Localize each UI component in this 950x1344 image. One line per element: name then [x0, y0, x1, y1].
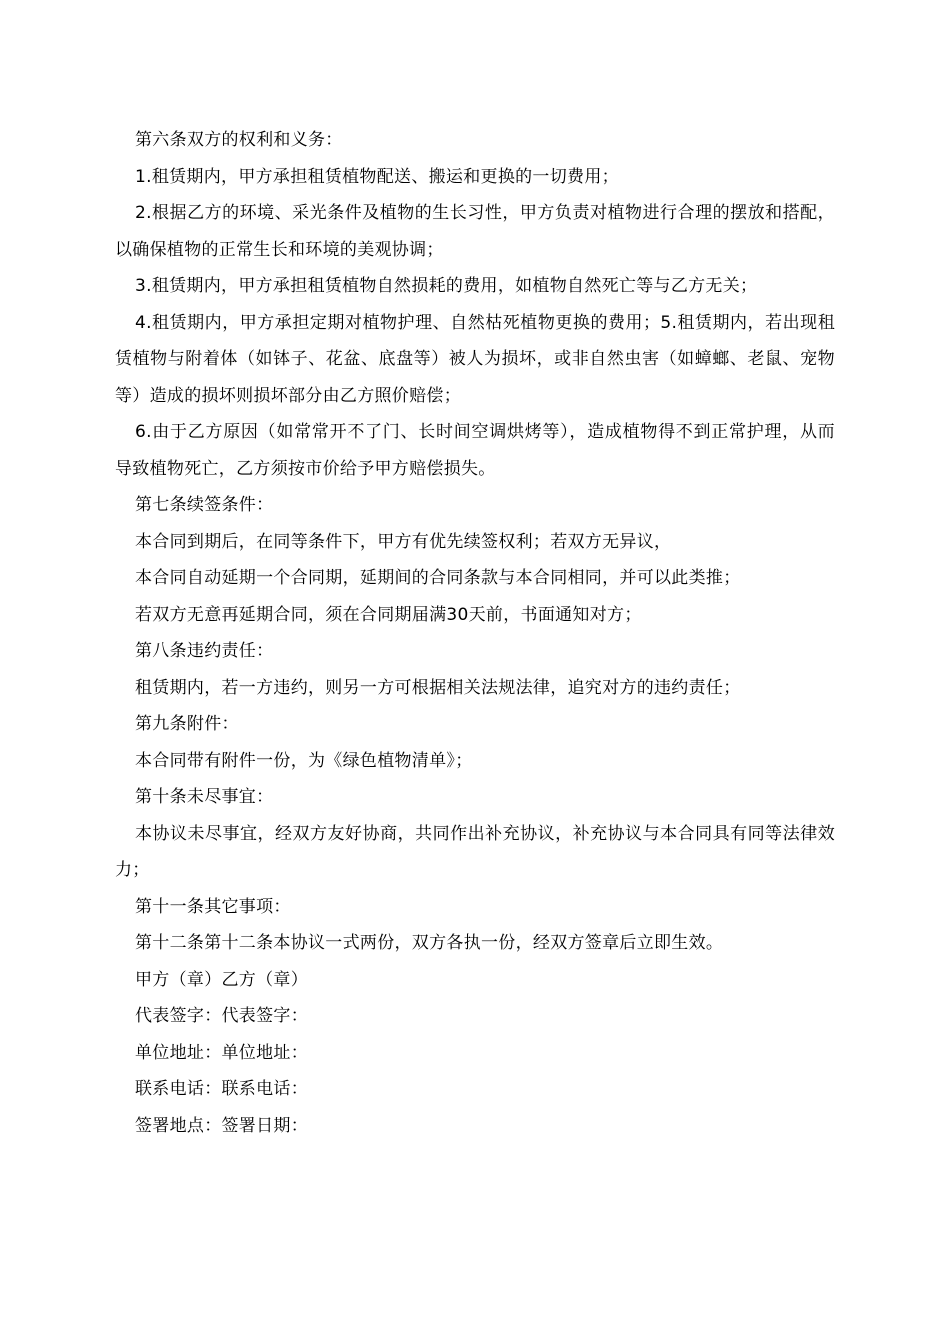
article-6-clause-2: 2.根据乙方的环境、采光条件及植物的生长习性，甲方负责对植物进行合理的摆放和搭配，以确保植物的正常生长和环境的美观协调； — [115, 203, 835, 260]
article-9-text: 本合同带有附件一份，为《绿色植物清单》； — [135, 750, 473, 771]
contract-body — [115, 122, 835, 1144]
article-6-clause-6: 6.由于乙方原因（如常常开不了门、长时间空调烘烤等），造成植物得不到正常护理，从而导致植物死亡，乙方须按市价给予甲方赔偿损失。 — [115, 422, 835, 479]
article-7-text-1: 本合同到期后，在同等条件下，甲方有优先续签权利；若双方无异议， — [135, 531, 672, 552]
article-10-text: 本协议未尽事宜，经双方友好协商，共同作出补充协议，补充协议与本合同具有同等法律效力； — [115, 823, 835, 880]
article-10-heading: 第十条未尽事宜： — [135, 787, 274, 807]
seal-line: 甲方（章）乙方（章） — [135, 969, 308, 990]
signing-place-date-line: 签署地点：签署日期： — [135, 1115, 308, 1136]
article-12-text: 第十二条第十二条本协议一式两份，双方各执一份，经双方签章后立即生效。 — [135, 933, 724, 953]
article-6-clause-4-5: 4.租赁期内，甲方承担定期对植物护理、自然枯死植物更换的费用；5.租赁期内，若出现租赁植物与附着体（如钵子、花盆、底盘等）被人为损坏，或非自然虫害（如蟑螂、老鼠、宠物等）造成的损坏则损坏部分由乙方照价赔偿； — [115, 312, 835, 406]
article-7-text-3: 若双方无意再延期合同，须在合同期届满30天前，书面通知对方； — [135, 604, 642, 625]
representative-signature-line: 代表签字：代表签字： — [135, 1006, 308, 1026]
company-address-line: 单位地址：单位地址： — [135, 1042, 308, 1063]
article-8-heading: 第八条违约责任： — [135, 641, 274, 661]
article-8-text: 租赁期内，若一方违约，则另一方可根据相关法规法律，追究对方的违约责任； — [135, 677, 741, 698]
article-6-clause-3: 3.租赁期内，甲方承担租赁植物自然损耗的费用，如植物自然死亡等与乙方无关； — [135, 276, 758, 296]
article-7-text-2: 本合同自动延期一个合同期，延期间的合同条款与本合同相同，并可以此类推； — [135, 568, 741, 588]
article-9-heading: 第九条附件： — [135, 714, 239, 734]
article-11-heading: 第十一条其它事项： — [135, 896, 291, 917]
article-7-heading: 第七条续签条件： — [135, 495, 274, 515]
contact-phone-line: 联系电话：联系电话： — [135, 1079, 308, 1099]
article-6-heading: 第六条双方的权利和义务： — [135, 130, 343, 150]
article-6-clause-1: 1.租赁期内，甲方承担租赁植物配送、搬运和更换的一切费用； — [135, 166, 619, 187]
